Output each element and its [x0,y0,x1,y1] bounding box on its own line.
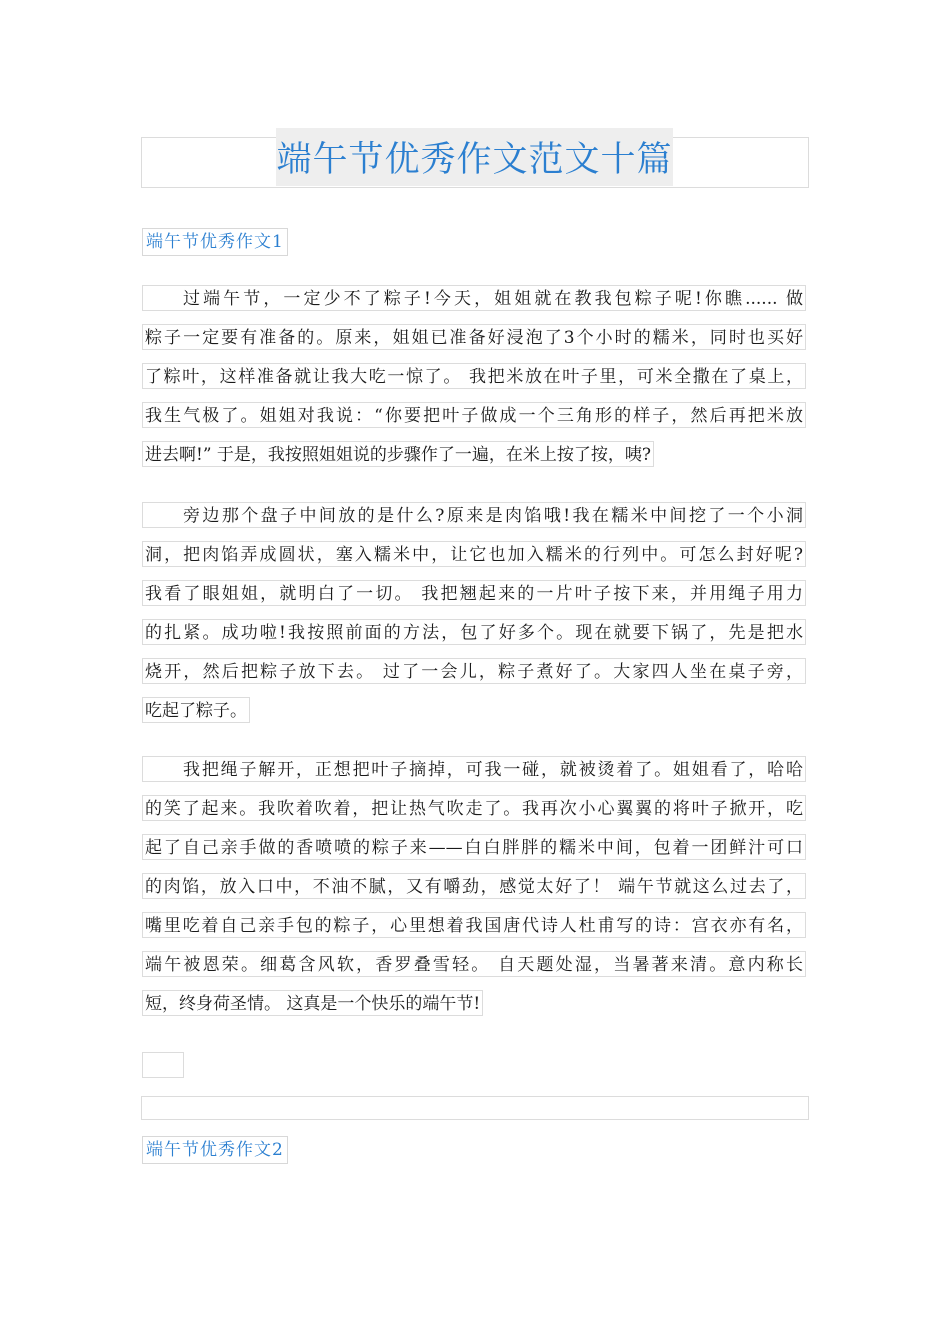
paragraph-line [142,619,810,646]
section-heading-1: 端午节优秀作文1 [142,228,288,256]
line-text: 吃起了粽子。 [142,697,250,723]
line-text: 进去啊!” 于是，我按照姐姐说的步骤作了一遍，在米上按了按，咦? [142,441,654,467]
paragraph-line [142,697,810,724]
paragraph-line [142,441,810,468]
paragraph-line [142,990,810,1017]
line-text: 过端午节，一定少不了粽子!今天，姐姐就在教我包粽子呢!你瞧...... 做 [142,285,806,311]
line-text: 我把绳子解开，正想把叶子摘掉，可我一碰，就被烫着了。姐姐看了，哈哈 [142,756,806,782]
empty-paragraph-frame [142,1052,184,1078]
paragraph-line [142,951,810,978]
line-text: 的扎紧。成功啦!我按照前面的方法，包了好多个。现在就要下锅了，先是把水 [142,619,806,645]
paragraph-line [142,873,810,900]
paragraph-line [142,402,810,429]
paragraph-line [142,324,810,351]
line-text: 起了自己亲手做的香喷喷的粽子来——白白胖胖的糯米中间，包着一团鲜汁可口 [142,834,806,860]
line-text: 粽子一定要有准备的。原来，姐姐已准备好浸泡了3个小时的糯米，同时也买好 [142,324,806,350]
paragraph-line [142,580,810,607]
section-heading-2: 端午节优秀作文2 [142,1136,288,1164]
line-text: 我生气极了。姐姐对我说：“你要把叶子做成一个三角形的样子，然后再把米放 [142,402,806,428]
document-title: 端午节优秀作文范文十篇 [276,140,673,180]
paragraph-line [142,756,810,783]
paragraph-line [142,285,810,312]
paragraph-line [142,658,810,685]
line-text: 旁边那个盘子中间放的是什么?原来是肉馅哦!我在糯米中间挖了一个小洞 [142,502,806,528]
line-text: 我看了眼姐姐，就明白了一切。 我把翘起来的一片叶子按下来，并用绳子用力 [142,580,806,606]
paragraph-2 [142,502,810,736]
paragraph-line [142,912,810,939]
line-text: 的肉馅，放入口中，不油不腻，又有嚼劲，感觉太好了！ 端午节就这么过去了， [142,873,806,899]
section-divider [141,1096,809,1120]
line-text: 洞，把肉馅弄成圆状，塞入糯米中，让它也加入糯米的行列中。可怎么封好呢? [142,541,806,567]
line-text: 嘴里吃着自己亲手包的粽子，心里想着我国唐代诗人杜甫写的诗：宫衣亦有名， [142,912,806,938]
line-text: 短，终身荷圣情。 这真是一个快乐的端午节! [142,990,483,1016]
line-text: 了粽叶，这样准备就让我大吃一惊了。 我把米放在叶子里，可米全撒在了桌上， [142,363,806,389]
paragraph-line [142,795,810,822]
title-highlight [276,128,673,186]
line-text: 的笑了起来。我吹着吹着，把让热气吹走了。我再次小心翼翼的将叶子掀开，吃 [142,795,806,821]
paragraph-line [142,834,810,861]
paragraph-line [142,502,810,529]
paragraph-line [142,363,810,390]
paragraph-1 [142,285,810,480]
line-text: 烧开，然后把粽子放下去。 过了一会儿，粽子煮好了。大家四人坐在桌子旁， [142,658,806,684]
paragraph-3 [142,756,810,1029]
paragraph-line [142,541,810,568]
line-text: 端午被恩荣。细葛含风软，香罗叠雪轻。 自天题处湿，当暑著来清。意内称长 [142,951,806,977]
